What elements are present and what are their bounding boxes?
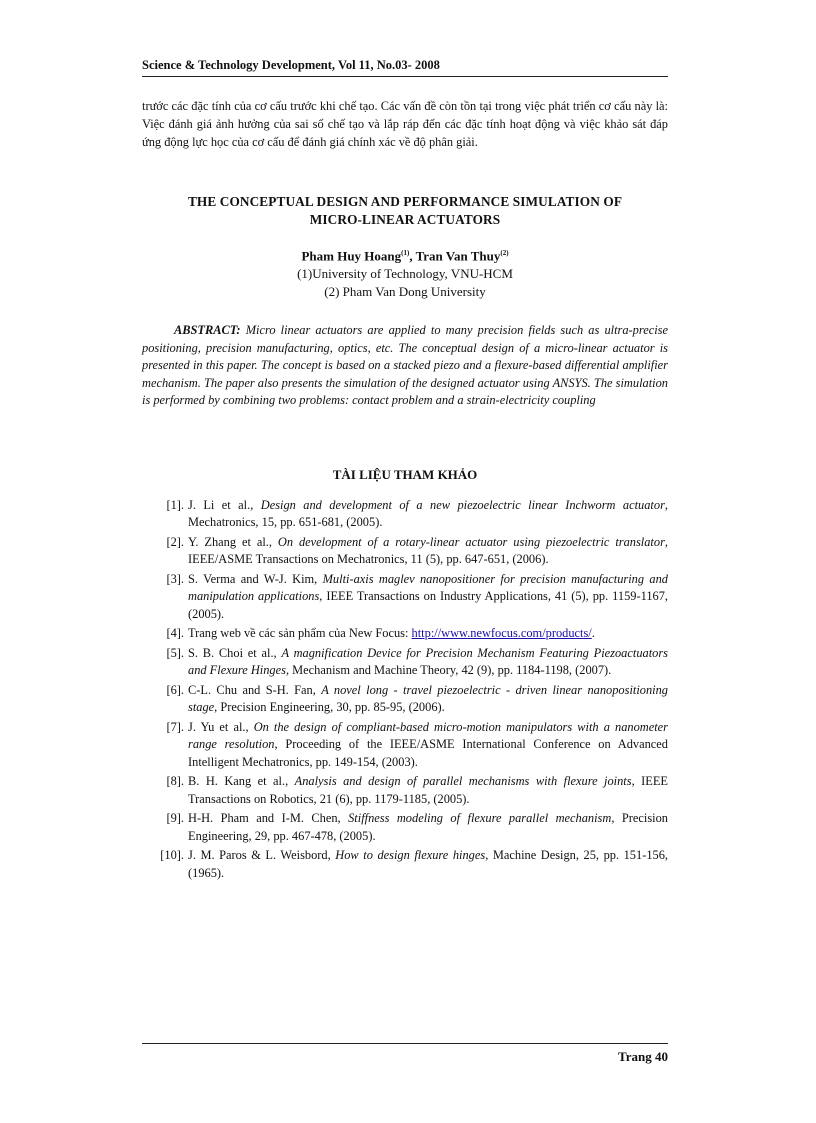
reference-title: Stiffness modeling of flexure parallel mechanism, bbox=[348, 811, 615, 826]
reference-authors: S. Verma and W-J. Kim, bbox=[188, 572, 323, 586]
reference-source: Precision Engineering, 30, pp. 85-95, (2006). bbox=[217, 700, 445, 715]
title-line-1: THE CONCEPTUAL DESIGN AND PERFORMANCE SIMULATION OF bbox=[187, 194, 623, 209]
reference-title: A novel long - travel piezoelectric - driven linear nanopositioning stage, bbox=[188, 683, 668, 715]
reference-title: A magnification Device for Precision Mechanism Featuring Piezoactuators and Flexure Hinges, bbox=[188, 646, 668, 678]
reference-number: [5]. bbox=[166, 646, 184, 660]
reference-authors: B. H. Kang et al., bbox=[188, 774, 295, 789]
reference-title: On the design of compliant-based micro-motion manipulators with a nanometer range resolution bbox=[188, 720, 668, 752]
reference-authors: C-L. Chu and S-H. Fan, bbox=[188, 683, 322, 697]
reference-body bbox=[188, 645, 668, 680]
reference-body bbox=[188, 682, 668, 717]
reference-source: Precision Engineering, 29, pp. 467-478, (2005). bbox=[188, 811, 669, 843]
reference-item bbox=[142, 497, 668, 532]
page-footer: Trang 40 bbox=[142, 1043, 668, 1065]
affiliation-2: (2) Pham Van Dong University bbox=[324, 284, 486, 300]
reference-number: [2]. bbox=[166, 535, 184, 549]
reference-source: , Machine Design, 25, pp. 151-156, (1965). bbox=[188, 848, 669, 880]
reference-item bbox=[142, 719, 668, 771]
reference-item bbox=[142, 625, 668, 642]
reference-number: [6]. bbox=[166, 683, 184, 697]
intro-paragraph: trước các đặc tính của cơ cấu trước khi chế tạo. Các vấn đề còn tồn tại trong việc phát triển cơ cấu này là: Việc đánh giá ảnh hưởng của sai số chế tạo và lắp ráp đến các đặc tính hoạt động và việc khảo sát đáp ứng động lực học của cơ cấu để đánh giá chính xác về độ phân giải. bbox=[142, 99, 668, 149]
reference-source: , IEEE Transactions on Industry Applications, 41 (5), pp. 1159-1167, (2005). bbox=[188, 589, 669, 621]
reference-body bbox=[188, 847, 668, 882]
reference-number: [8]. bbox=[166, 774, 184, 789]
reference-body bbox=[188, 497, 668, 532]
author-2: Tran Van Thuy bbox=[415, 248, 501, 264]
reference-title: Analysis and design of parallel mechanisms with flexure joints bbox=[294, 774, 632, 789]
reference-body bbox=[188, 773, 668, 808]
abstract bbox=[142, 322, 668, 410]
reference-number: [4]. bbox=[166, 626, 184, 641]
reference-source: Mechanism and Machine Theory, 42 (9), pp. 1184-1198, (2007). bbox=[289, 663, 612, 678]
reference-number: [7]. bbox=[166, 720, 184, 734]
reference-item bbox=[142, 810, 668, 845]
reference-link[interactable]: http://www.newfocus.com/products/ bbox=[411, 626, 592, 641]
author-separator: , bbox=[409, 248, 416, 264]
reference-authors: J. Li et al., bbox=[188, 498, 261, 512]
abstract-label: ABSTRACT: bbox=[174, 323, 241, 337]
reference-item bbox=[142, 571, 668, 623]
reference-number: [10]. bbox=[160, 848, 184, 863]
reference-number: [3]. bbox=[166, 572, 184, 586]
reference-body bbox=[188, 810, 668, 845]
affiliation-1: (1)University of Technology, VNU-HCM bbox=[297, 266, 513, 282]
reference-list bbox=[142, 497, 668, 884]
references-heading: TÀI LIỆU THAM KHẢO bbox=[332, 467, 478, 482]
reference-source: , IEEE/ASME Transactions on Mechatronics, 11 (5), pp. 647-651, (2006). bbox=[188, 535, 668, 567]
reference-source: . bbox=[591, 626, 595, 641]
reference-body bbox=[188, 625, 668, 642]
author-2-affil-mark: (2) bbox=[500, 249, 509, 257]
reference-source: , Mechatronics, 15, pp. 651-681, (2005). bbox=[188, 498, 668, 530]
author-block bbox=[142, 244, 668, 301]
running-header: Science & Technology Development, Vol 11, No.03- 2008 bbox=[142, 58, 668, 77]
reference-item bbox=[142, 847, 668, 882]
reference-authors: Y. Zhang et al., bbox=[188, 535, 278, 549]
author-1-affil-mark: (1) bbox=[401, 249, 410, 257]
reference-item bbox=[142, 773, 668, 808]
reference-authors: Trang web về các sản phẩm của New Focus: bbox=[188, 626, 412, 641]
reference-authors: H-H. Pham and I-M. Chen, bbox=[188, 811, 349, 826]
reference-item bbox=[142, 645, 668, 680]
reference-number: [9]. bbox=[166, 811, 184, 826]
reference-source: , IEEE Transactions on Robotics, 21 (6), pp. 1179-1185, (2005). bbox=[188, 774, 668, 806]
title-line-2: MICRO-LINEAR ACTUATORS bbox=[309, 212, 501, 227]
reference-body bbox=[188, 534, 668, 569]
author-names bbox=[142, 244, 668, 265]
reference-title: On development of a rotary-linear actuator using piezoelectric translator bbox=[277, 535, 665, 549]
reference-authors: S. B. Choi et al., bbox=[188, 646, 282, 660]
reference-body bbox=[188, 571, 668, 623]
reference-body bbox=[188, 719, 668, 771]
reference-item bbox=[142, 682, 668, 717]
reference-item bbox=[142, 534, 668, 569]
reference-title: Multi-axis maglev nanopositioner for precision manufacturing and manipulation applications bbox=[188, 572, 668, 604]
paper-title bbox=[142, 193, 668, 229]
abstract-text: Micro linear actuators are applied to many precision fields such as ultra-precise positioning, precision manufacturing, optics, etc. The conceptual design of a micro-linear actuator is presented in this paper. The concept is based on a stacked piezo and a flexure-based differential amplifier mechanism. The paper also presents the simulation of the designed actuator using ANSYS. The simulation is performed by combining two problems: contact problem and a strain-electricity coupling bbox=[142, 323, 668, 407]
author-1: Pham Huy Hoang bbox=[301, 248, 402, 264]
reference-authors: J. Yu et al., bbox=[188, 720, 254, 734]
reference-title: How to design flexure hinges bbox=[335, 848, 486, 863]
reference-source: , Proceeding of the IEEE/ASME International Conference on Advanced Intelligent Mechatronics, pp. 149-154, (2003). bbox=[188, 737, 668, 769]
reference-title: Design and development of a new piezoelectric linear Inchworm actuator bbox=[260, 498, 665, 512]
reference-number: [1]. bbox=[166, 498, 184, 512]
reference-authors: J. M. Paros & L. Weisbord, bbox=[188, 848, 336, 863]
